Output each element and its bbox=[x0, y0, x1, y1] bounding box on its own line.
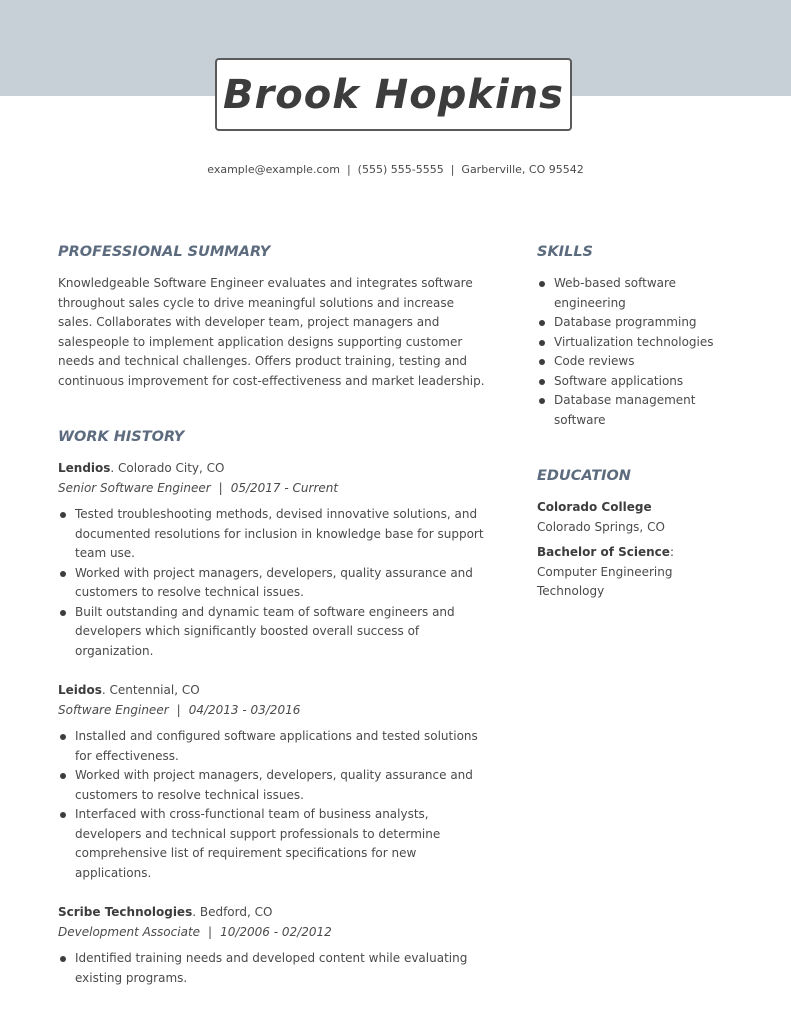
job-company: Leidos bbox=[58, 683, 102, 697]
job-subheader bbox=[58, 479, 490, 499]
contact-location: Garberville, CO 95542 bbox=[461, 163, 584, 176]
job-role: Development Associate bbox=[58, 924, 201, 939]
skill-item: Software applications bbox=[537, 372, 737, 392]
job-bullets bbox=[58, 949, 490, 988]
skill-item: Database programming bbox=[537, 313, 737, 333]
job-header bbox=[58, 681, 490, 701]
job-role: Senior Software Engineer bbox=[58, 480, 211, 495]
job-dates: 10/2006 - 02/2012 bbox=[220, 924, 332, 939]
job-header bbox=[58, 903, 490, 923]
job-bullet: Installed and configured software applications and tested solutions for effectiveness. bbox=[58, 727, 490, 766]
job-bullet: Identified training needs and developed content while evaluating existing programs. bbox=[58, 949, 490, 988]
resume-name: Brook Hopkins bbox=[223, 71, 564, 118]
job-role: Software Engineer bbox=[58, 702, 169, 717]
job-separator: | bbox=[218, 480, 223, 495]
contact-separator: | bbox=[346, 163, 351, 176]
job-subheader bbox=[58, 923, 490, 943]
education-city: Colorado Springs, CO bbox=[537, 519, 665, 534]
skills-list bbox=[537, 274, 737, 430]
education-entry bbox=[537, 498, 737, 602]
education-school: Colorado College bbox=[537, 500, 652, 514]
job-company: Scribe Technologies bbox=[58, 905, 193, 919]
job-bullet: Worked with project managers, developers, quality assurance and customers to resolve technical issues. bbox=[58, 564, 490, 603]
education-title: EDUCATION bbox=[537, 468, 631, 484]
degree-name: Bachelor of Science bbox=[537, 545, 670, 559]
summary-title: PROFESSIONAL SUMMARY bbox=[58, 244, 271, 260]
skill-item: Virtualization technologies bbox=[537, 333, 737, 353]
job-bullet: Tested troubleshooting methods, devised innovative solutions, and documented resolutions for inclusion in knowledge base for support team use. bbox=[58, 505, 490, 564]
job-location: . Colorado City, CO bbox=[110, 461, 225, 475]
job-bullet: Worked with project managers, developers, quality assurance and customers to resolve technical issues. bbox=[58, 766, 490, 805]
job-location: . Centennial, CO bbox=[101, 683, 200, 697]
job-dates: 05/2017 - Current bbox=[230, 480, 339, 495]
education-degree bbox=[537, 543, 737, 602]
job-header bbox=[58, 459, 490, 479]
summary-text: Knowledgeable Software Engineer evaluates and integrates software throughout sales cycle to drive meaningful solutions and increase sales. Collaborates with developer team, project managers and salespeople to implement application designs supporting customer needs and technical challenges. Offers product training, testing and continuous improvement for cost-effectiveness and market leadership. bbox=[58, 276, 485, 388]
job-bullets bbox=[58, 727, 490, 883]
contact-email: example@example.com bbox=[207, 163, 340, 176]
work-history-title: WORK HISTORY bbox=[58, 429, 185, 445]
job-entry bbox=[58, 681, 490, 883]
skill-item: Database management software bbox=[537, 391, 737, 430]
job-entry bbox=[58, 903, 490, 988]
job-bullet: Built outstanding and dynamic team of software engineers and developers which significantly boosted overall success of organization. bbox=[58, 603, 490, 662]
job-dates: 04/2013 - 03/2016 bbox=[188, 702, 301, 717]
job-company: Lendios bbox=[58, 461, 111, 475]
contact-line bbox=[0, 163, 791, 176]
contact-phone: (555) 555-5555 bbox=[357, 163, 444, 176]
job-separator: | bbox=[208, 924, 213, 939]
skills-title: SKILLS bbox=[537, 244, 593, 260]
skill-item: Web-based software engineering bbox=[537, 274, 737, 313]
degree-field: : Computer Engineering Technology bbox=[537, 545, 674, 598]
contact-separator: | bbox=[450, 163, 455, 176]
job-subheader bbox=[58, 701, 490, 721]
job-separator: | bbox=[176, 702, 181, 717]
job-bullets bbox=[58, 505, 490, 661]
main-column bbox=[58, 240, 490, 988]
job-location: . Bedford, CO bbox=[192, 905, 273, 919]
job-entry bbox=[58, 459, 490, 661]
name-box bbox=[215, 58, 572, 131]
skill-item: Code reviews bbox=[537, 352, 737, 372]
side-column bbox=[537, 240, 737, 602]
job-bullet: Interfaced with cross-functional team of business analysts, developers and technical support professionals to determine comprehensive list of requirement specifications for new applications. bbox=[58, 805, 490, 883]
